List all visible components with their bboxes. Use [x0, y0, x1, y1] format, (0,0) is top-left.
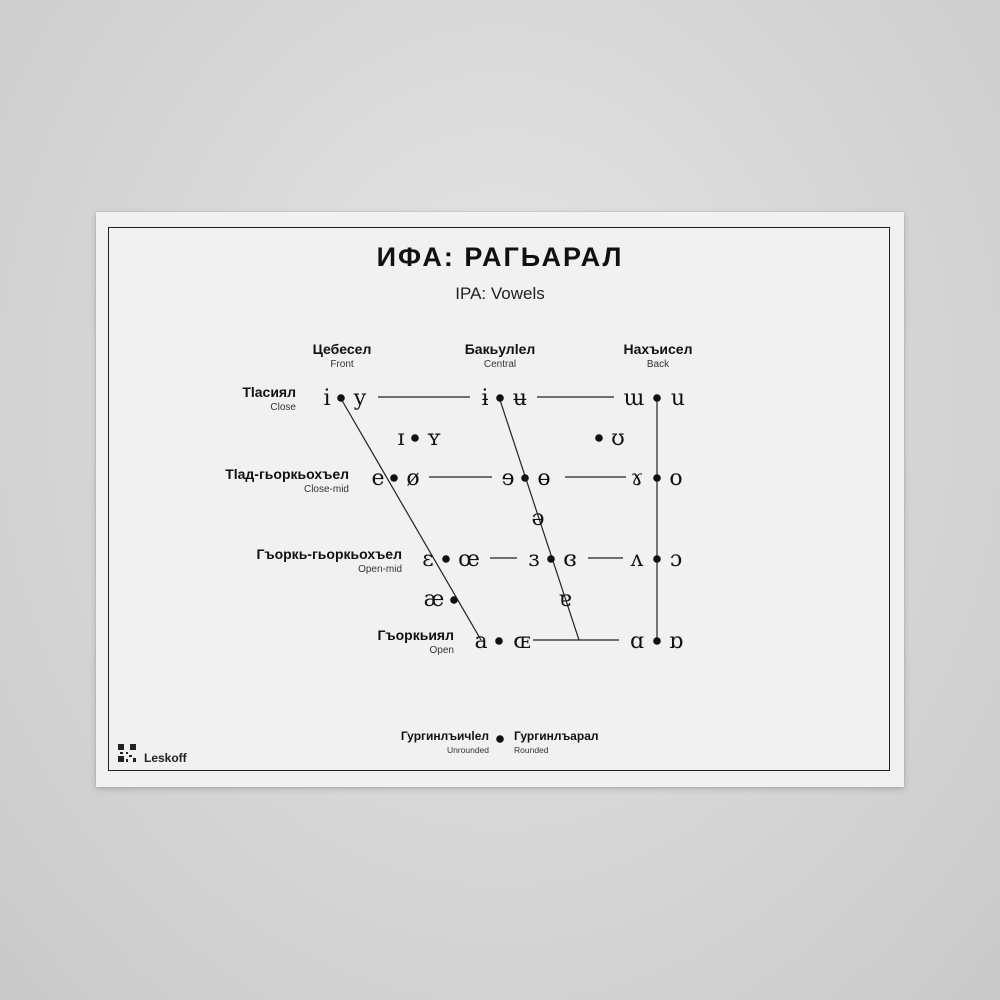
vowel-dot	[496, 394, 504, 402]
row-header-label: Тlад-гьоркьохъел	[225, 466, 349, 482]
vowel-turned-script-a: ɒ	[668, 629, 684, 654]
vowel-dot	[595, 434, 603, 442]
row-header-sublabel: Close-mid	[303, 484, 349, 495]
legend-sublabel: Rounded	[514, 745, 549, 755]
vowel-ash: æ	[423, 587, 445, 612]
vowel-o-slash: ø	[406, 466, 420, 491]
vowel-u: u	[670, 386, 686, 411]
vowel-i: i	[323, 386, 331, 411]
vowel-turned-a: ɐ	[558, 587, 572, 612]
vowel-y: y	[353, 386, 367, 411]
legend-label: Гургинлъичlел	[400, 729, 489, 743]
row-header-label: Гъоркь-гьоркьохъел	[256, 546, 402, 562]
vowel-turned-v: ʌ	[630, 547, 644, 572]
row-header-label: Тlасиял	[242, 384, 296, 400]
vowel-reversed-e: ɘ	[501, 466, 515, 491]
column-header-label: Бакьулlел	[464, 341, 536, 357]
column-header-label: Нахъисел	[623, 341, 693, 357]
vowel-schwa: ə	[531, 506, 545, 531]
vowel-chart	[96, 212, 904, 787]
vowel-dot	[495, 637, 503, 645]
column-header-sublabel: Central	[483, 359, 517, 370]
vowel-dot	[521, 474, 529, 482]
vowel-dot	[653, 555, 661, 563]
row-header-sublabel: Open	[429, 645, 454, 656]
vowel-dot	[653, 637, 661, 645]
vowel-dot	[653, 474, 661, 482]
vowel-a: a	[474, 629, 488, 654]
legend-rounded	[514, 729, 599, 755]
vowel-dot	[390, 474, 398, 482]
vowel-reversed-open-e: ɜ	[528, 547, 540, 572]
vowel-barred-i: ɨ	[481, 386, 489, 411]
vowel-small-cap-i: ɪ	[397, 426, 405, 451]
legend-sublabel: Unrounded	[446, 745, 489, 755]
page-title: ИФА: РАГЬАРАЛ	[376, 242, 624, 272]
vowel-open-e: ɛ	[422, 547, 434, 572]
vowel-rams-horn: ɤ	[630, 466, 644, 491]
legend-label: Гургинлъарал	[514, 729, 599, 743]
vowel-dot	[653, 394, 661, 402]
vowel-dot	[337, 394, 345, 402]
vowel-barred-o: ɵ	[537, 466, 551, 491]
vowel-script-a: ɑ	[629, 629, 645, 654]
vowel-barred-u: ʉ	[512, 386, 528, 411]
column-header-sublabel: Back	[646, 359, 670, 370]
legend-dot	[496, 735, 504, 743]
vowel-dot	[547, 555, 555, 563]
vowel-small-cap-oe: ɶ	[513, 629, 531, 654]
row-header-sublabel: Open-mid	[358, 564, 402, 575]
vowel-open-o: ɔ	[669, 547, 683, 572]
poster	[96, 212, 904, 787]
legend-unrounded	[344, 729, 489, 755]
row-header-label: Гъоркьиял	[377, 627, 454, 643]
front-edge-line	[340, 397, 481, 640]
vowel-turned-m: ɯ	[623, 386, 645, 411]
column-header-label: Цебесел	[312, 341, 372, 357]
vowel-small-cap-y: ʏ	[426, 426, 442, 451]
vowel-dot	[411, 434, 419, 442]
vowel-upsilon: ʊ	[611, 426, 625, 451]
vowel-dot	[442, 555, 450, 563]
qr-code-icon	[118, 744, 136, 762]
vowel-dot	[450, 596, 458, 604]
vowel-e: e	[371, 466, 385, 491]
vowel-o: o	[669, 466, 683, 491]
column-header-sublabel: Front	[330, 359, 354, 370]
brand-logo: Leskoff	[144, 751, 187, 765]
page-subtitle: IPA: Vowels	[455, 284, 545, 303]
row-header-sublabel: Close	[270, 402, 296, 413]
vowel-closed-reversed-open-e: ɞ	[563, 547, 577, 572]
vowel-oe: œ	[458, 547, 480, 572]
